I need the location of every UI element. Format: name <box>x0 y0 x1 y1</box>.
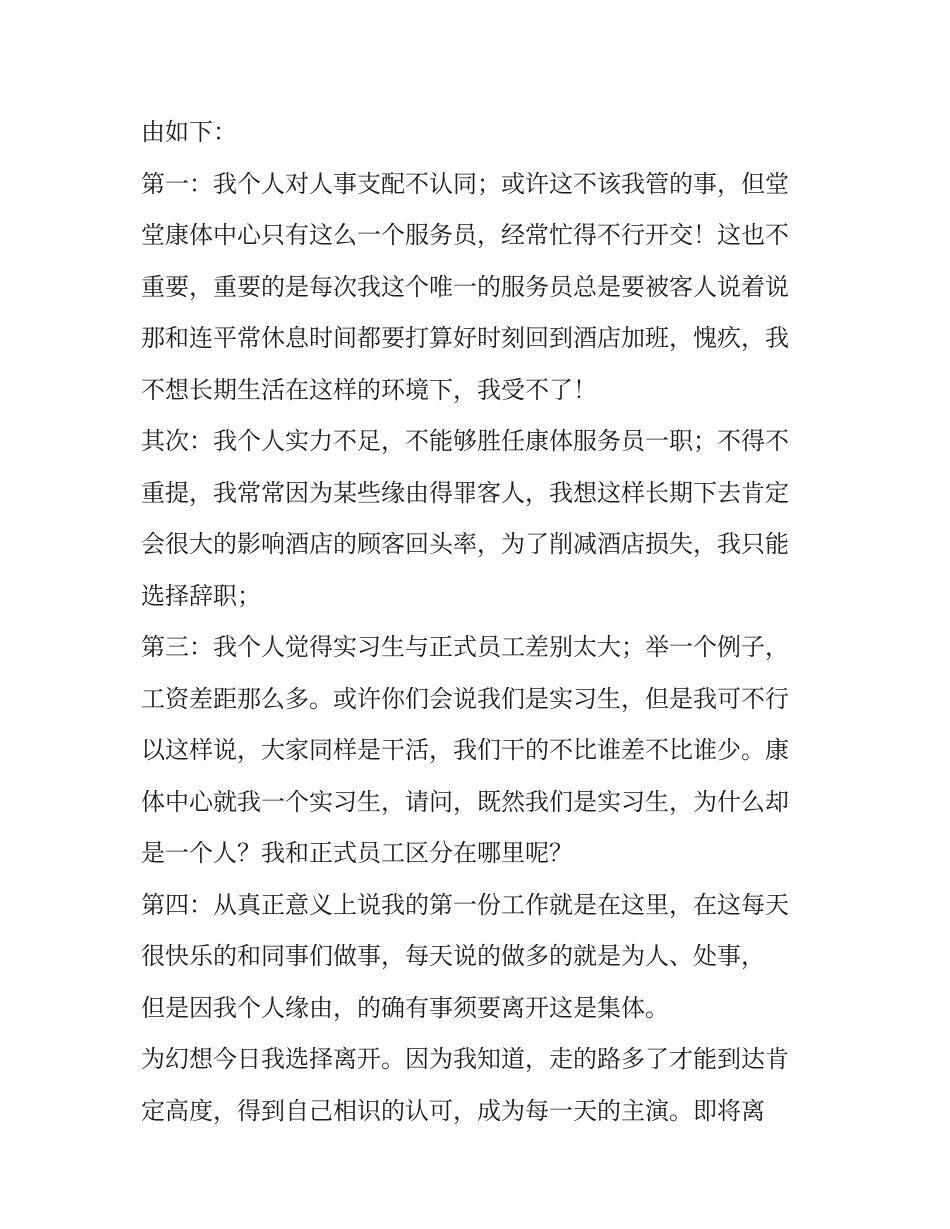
text-line: 选择辞职； <box>141 581 261 610</box>
text-line: 不想长期生活在这样的环境下，我受不了！ <box>141 375 597 404</box>
text-line: 重提，我常常因为某些缘由得罪客人，我想这样长期下去肯定 <box>141 478 789 507</box>
text-line: 工资差距那么多。或许你们会说我们是实习生，但是我可不行 <box>141 684 789 713</box>
text-line: 以这样说，大家同样是干活，我们干的不比谁差不比谁少。康 <box>141 736 789 764</box>
text-line: 会很大的影响酒店的顾客回头率，为了削减酒店损失，我只能 <box>141 530 789 558</box>
text-line: 堂康体中心只有这么一个服务员，经常忙得不行开交！这也不 <box>141 221 789 249</box>
text-line: 很快乐的和同事们做事，每天说的做多的就是为人、处事， <box>141 942 765 970</box>
text-line: 那和连平常休息时间都要打算好时刻回到酒店加班，愧疚，我 <box>141 324 789 352</box>
text-line: 定高度，得到自己相识的认可，成为每一天的主演。即将离 <box>141 1096 765 1125</box>
text-line: 但是因我个人缘由，的确有事须要离开这是集体。 <box>141 993 669 1022</box>
text-line: 由如下： <box>141 118 237 146</box>
text-line: 重要，重要的是每次我这个唯一的服务员总是要被客人说着说 <box>141 272 789 301</box>
text-line: 第一：我个人对人事支配不认同；或许这不该我管的事，但堂 <box>141 169 789 198</box>
text-line: 体中心就我一个实习生，请问，既然我们是实习生，为什么却 <box>141 787 789 816</box>
text-line: 其次：我个人实力不足，不能够胜任康体服务员一职；不得不 <box>141 427 789 455</box>
text-line: 为幻想今日我选择离开。因为我知道，走的路多了才能到达肯 <box>141 1045 789 1073</box>
text-line: 第三：我个人觉得实习生与正式员工差别太大；举一个例子， <box>141 633 789 661</box>
body-text <box>141 107 831 1137</box>
text-line: 第四：从真正意义上说我的第一份工作就是在这里，在这每天 <box>141 890 789 919</box>
text-line: 是一个人？我和正式员工区分在哪里呢？ <box>141 839 573 867</box>
